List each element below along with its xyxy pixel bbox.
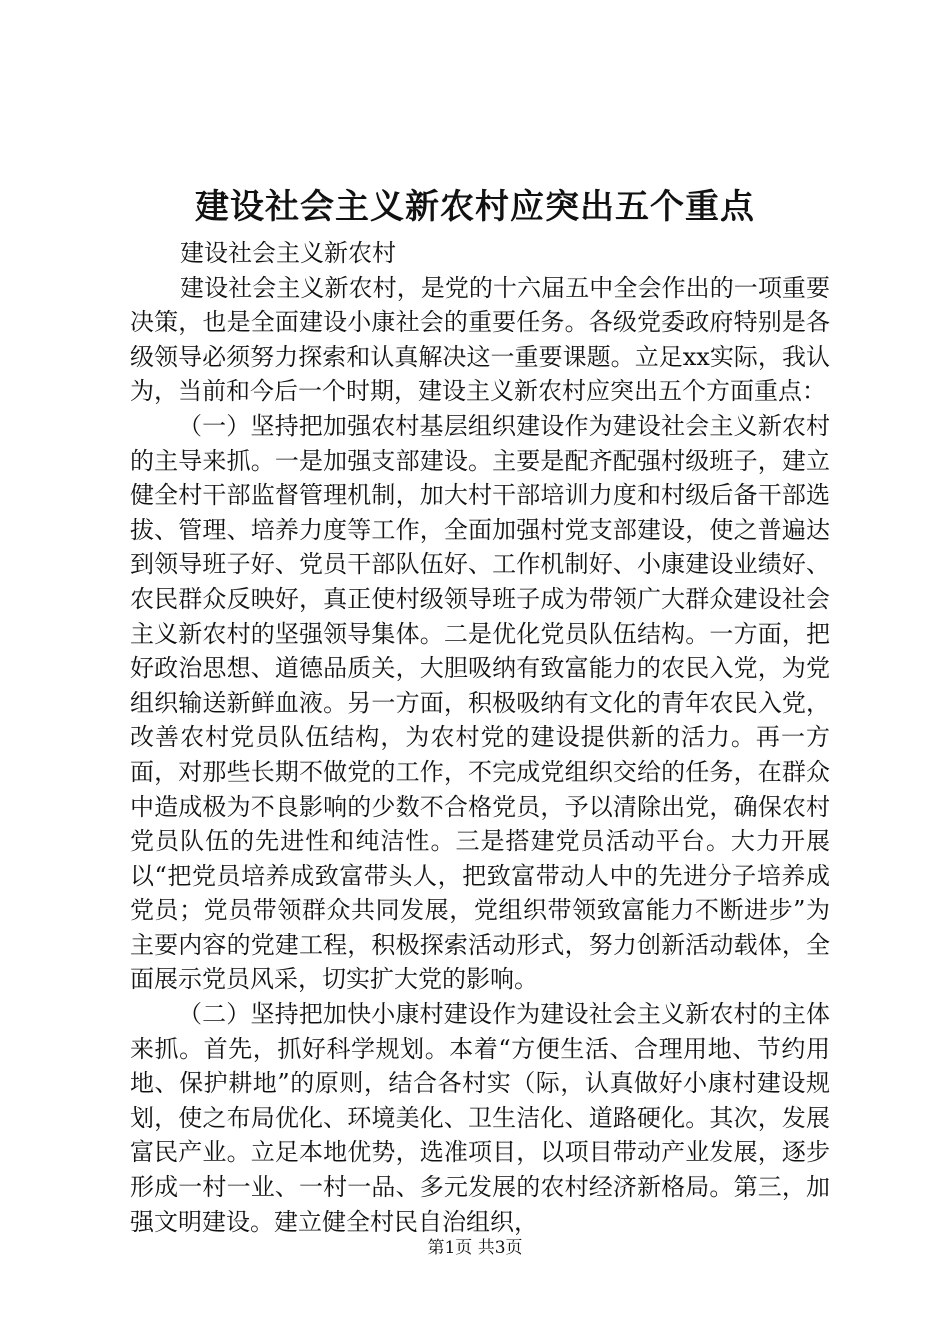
section-one-paragraph: （一）坚持把加强农村基层组织建设作为建设社会主义新农村的主导来抓。一是加强支部建设。主要是配齐配强村级班子，建立健全村干部监督管理机制，加大村干部培训力度和村级后备干部选拔、管理、培养力度等工作，全面加强村党支部建设，使之普遍达到领导班子好、党员干部队伍好、工作机制好、小康建设业绩好、农民群众反映好，真正使村级领导班子成为带领广大群众建设社会主义新农村的坚强领导集体。二是优化党员队伍结构。一方面，把好政治思想、道德品质关，大胆吸纳有致富能力的农民入党，为党组织输送新鲜血液。另一方面，积极吸纳有文化的青年农民入党，改善农村党员队伍结构，为农村党的建设提供新的活力。再一方面，对那些长期不做党的工作，不完成党组织交给的任务，在群众中造成极为不良影响的少数不合格党员，予以清除出党，确保农村党员队伍的先进性和纯洁性。三是搭建党员活动平台。大力开展以“把党员培养成致富带头人，把致富带动人中的先进分子培养成党员；党员带领群众共同发展，党组织带领致富能力不断进步”为主要内容的党建工程，积极探索活动形式，努力创新活动载体，全面展示党员风采，切实扩大党的影响。 xyxy=(130,411,830,994)
document-body xyxy=(130,236,830,1239)
page-footer: 第1页 共3页 xyxy=(427,1238,523,1258)
document-subtitle: 建设社会主义新农村 xyxy=(180,239,396,267)
intro-paragraph: 建设社会主义新农村，是党的十六届五中全会作出的一项重要决策，也是全面建设小康社会的重要任务。各级党委政府特别是各级领导必须努力探索和认真解决这一重要课题。立足xx实际，我认为，当前和今后一个时期，建设主义新农村应突出五个方面重点： xyxy=(130,273,830,406)
section-two-paragraph: （二）坚持把加快小康村建设作为建设社会主义新农村的主体来抓。首先，抓好科学规划。本着“方便生活、合理用地、节约用地、保护耕地”的原则，结合各村实（际，认真做好小康村建设规划，使之布局优化、环境美化、卫生洁化、道路硬化。其次，发展富民产业。立足本地优势，选准项目，以项目带动产业发展，逐步形成一村一业、一村一品、多元发展的农村经济新格局。第三，加强文明建设。建立健全村民自治组织， xyxy=(130,1000,830,1236)
document-title: 建设社会主义新农村应突出五个重点 xyxy=(195,187,755,227)
